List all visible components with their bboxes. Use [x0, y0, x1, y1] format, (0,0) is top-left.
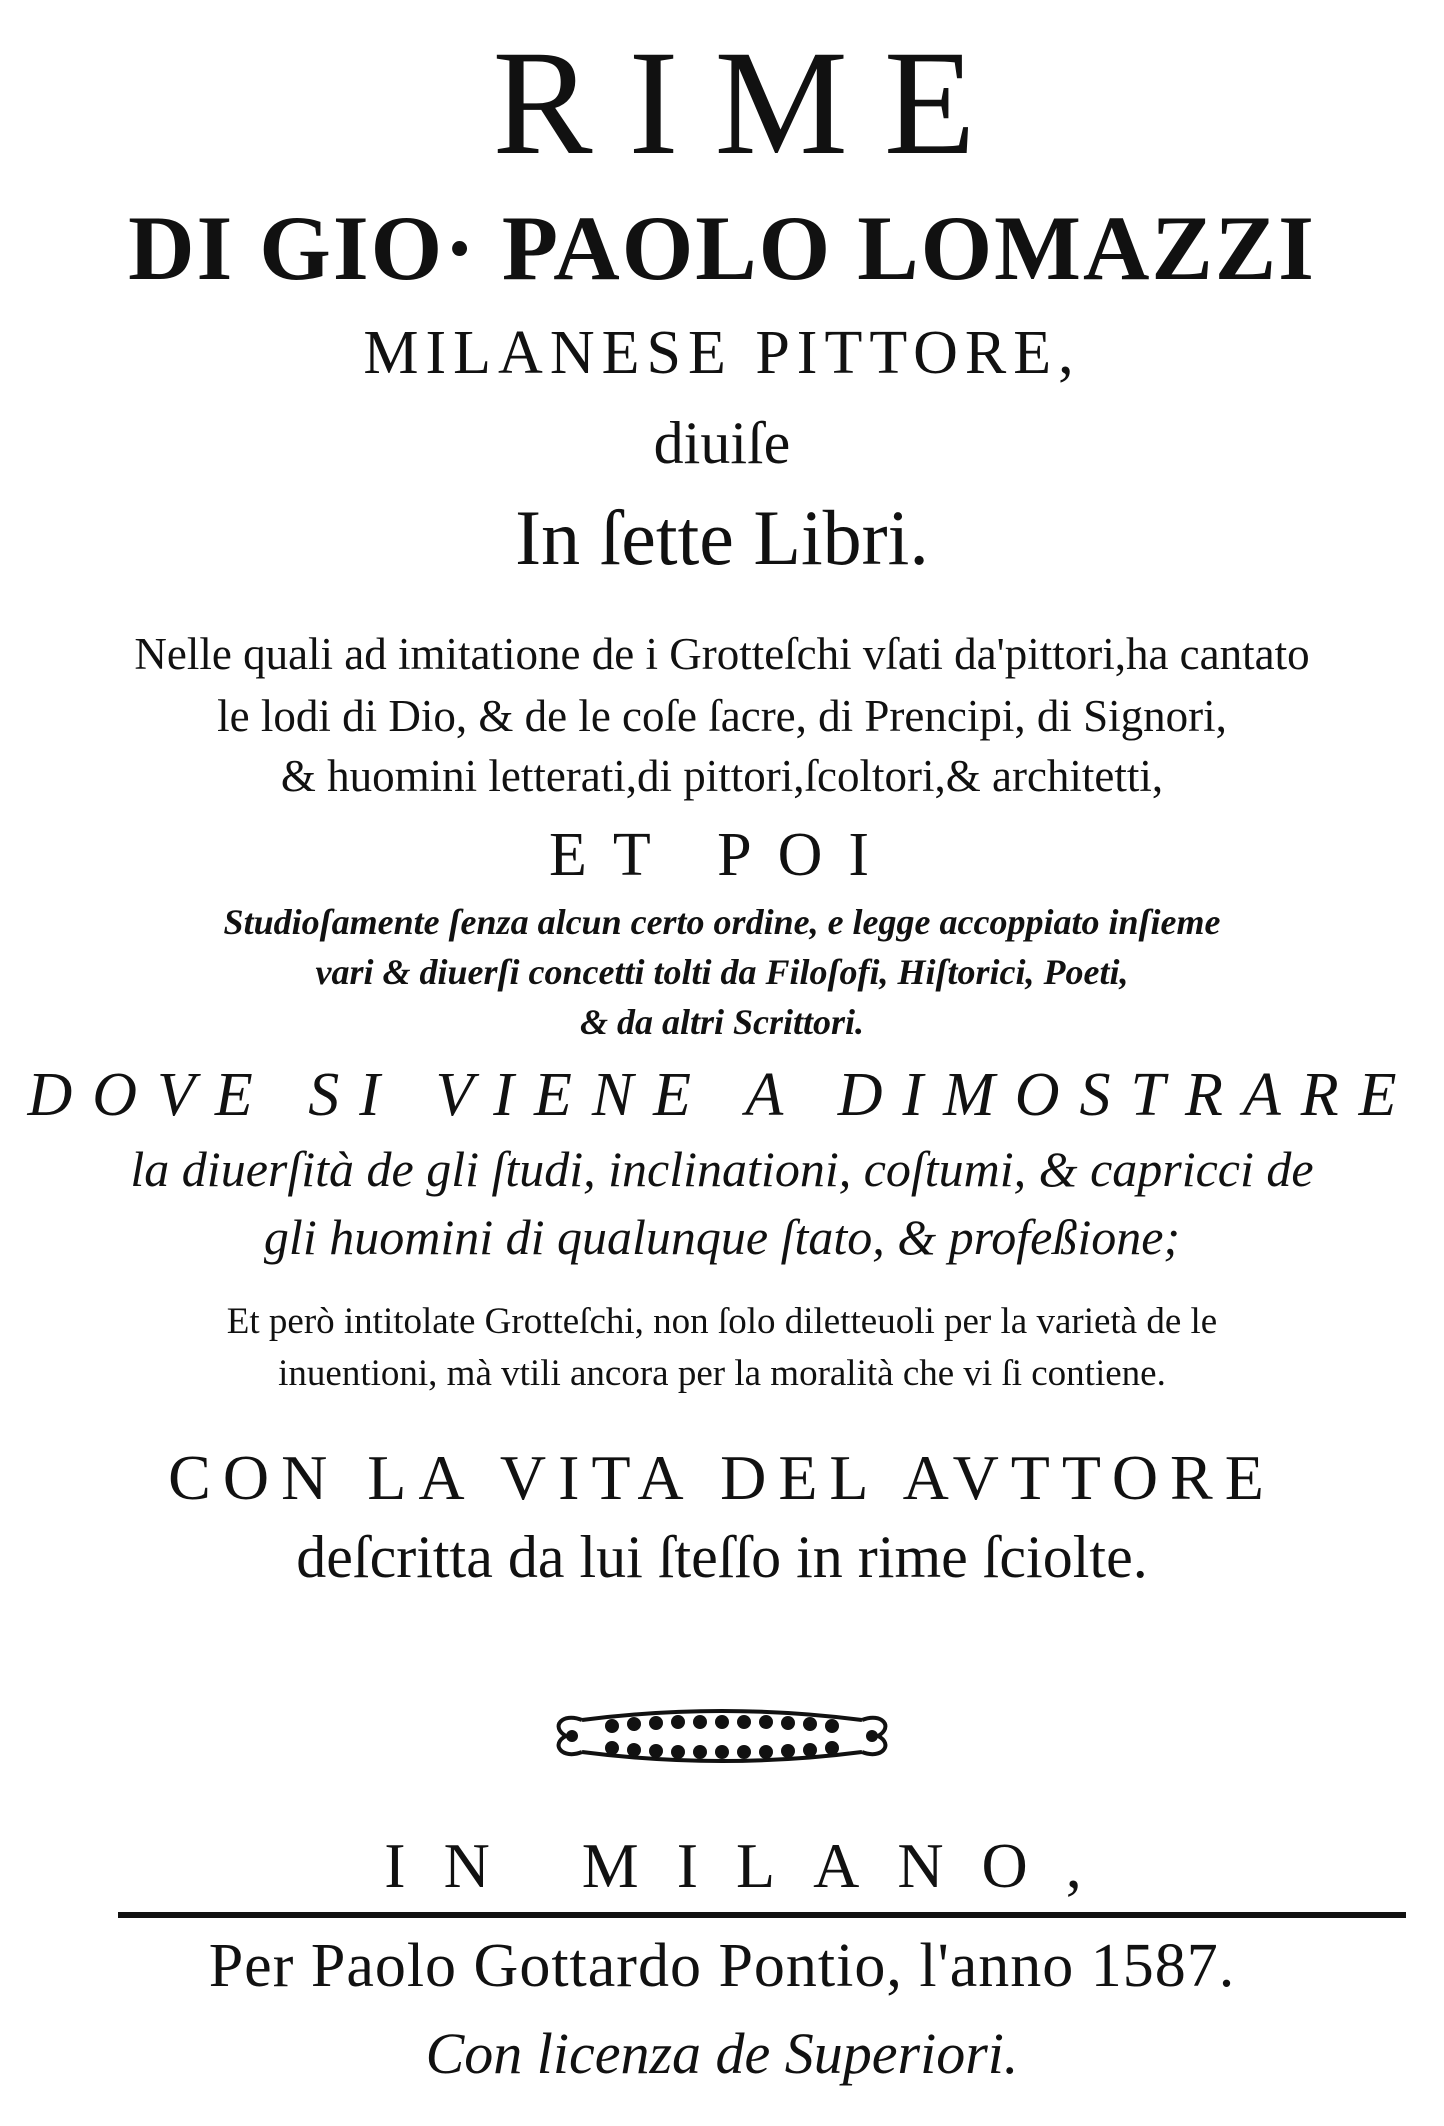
- doue-line: gli huomini di qualunque ſtato, & profeßione;: [263, 1209, 1181, 1265]
- et-poi-heading: ET POI: [548, 821, 896, 889]
- author-line: DI GIO· PAOLO LOMAZZI: [128, 197, 1316, 299]
- descritta-line: deſcritta da lui ſteſſo in rime ſciolte.: [296, 1524, 1148, 1590]
- italic-description-line: Studioſamente ſenza alcun certo ordine, e legge accoppiato inſieme: [223, 902, 1221, 942]
- doue-line: la diuerſità de gli ſtudi, inclinationi, coſtumi, & capricci de: [130, 1141, 1314, 1197]
- place-of-publication: IN MILANO,: [384, 1830, 1120, 1901]
- vita-heading: CON LA VITA DEL AVTTORE: [168, 1442, 1276, 1513]
- description-line: le lodi di Dio, & de le coſe ſacre, di Prencipi, di Signori,: [217, 691, 1227, 741]
- libri-line: In ſette Libri.: [515, 494, 929, 581]
- printer-line: Per Paolo Gottardo Pontio, l'anno 1587.: [208, 1932, 1236, 2000]
- author-subtitle: MILANESE PITTORE,: [363, 319, 1081, 387]
- description-line: Nelle quali ad imitatione de i Grotteſchi vſati da'pittori,ha cantato: [134, 629, 1310, 679]
- italic-description-line: vari & diuerſi concetti tolti da Filoſofi, Hiſtorici, Poeti,: [315, 952, 1129, 992]
- intitolate-line: inuentioni, mà vtili ancora per la moralità che vi ſi contiene.: [278, 1353, 1166, 1394]
- description-line: & huomini letterati,di pittori,ſcoltori,& architetti,: [280, 751, 1164, 801]
- licenza-line: Con licenza de Superiori.: [425, 2021, 1019, 2086]
- imprint-rule: [118, 1912, 1406, 1918]
- italic-description-line: & da altri Scrittori.: [579, 1002, 865, 1042]
- intitolate-line: Et però intitolate Grotteſchi, non ſolo diletteuoli per la varietà de le: [226, 1301, 1218, 1342]
- fleuron-ornament-icon: [542, 1692, 902, 1782]
- book-title: RIME: [492, 20, 1012, 186]
- doue-heading: DOVE SI VIENE A DIMOSTRARE: [27, 1061, 1417, 1129]
- divise-line: diuiſe: [653, 410, 791, 476]
